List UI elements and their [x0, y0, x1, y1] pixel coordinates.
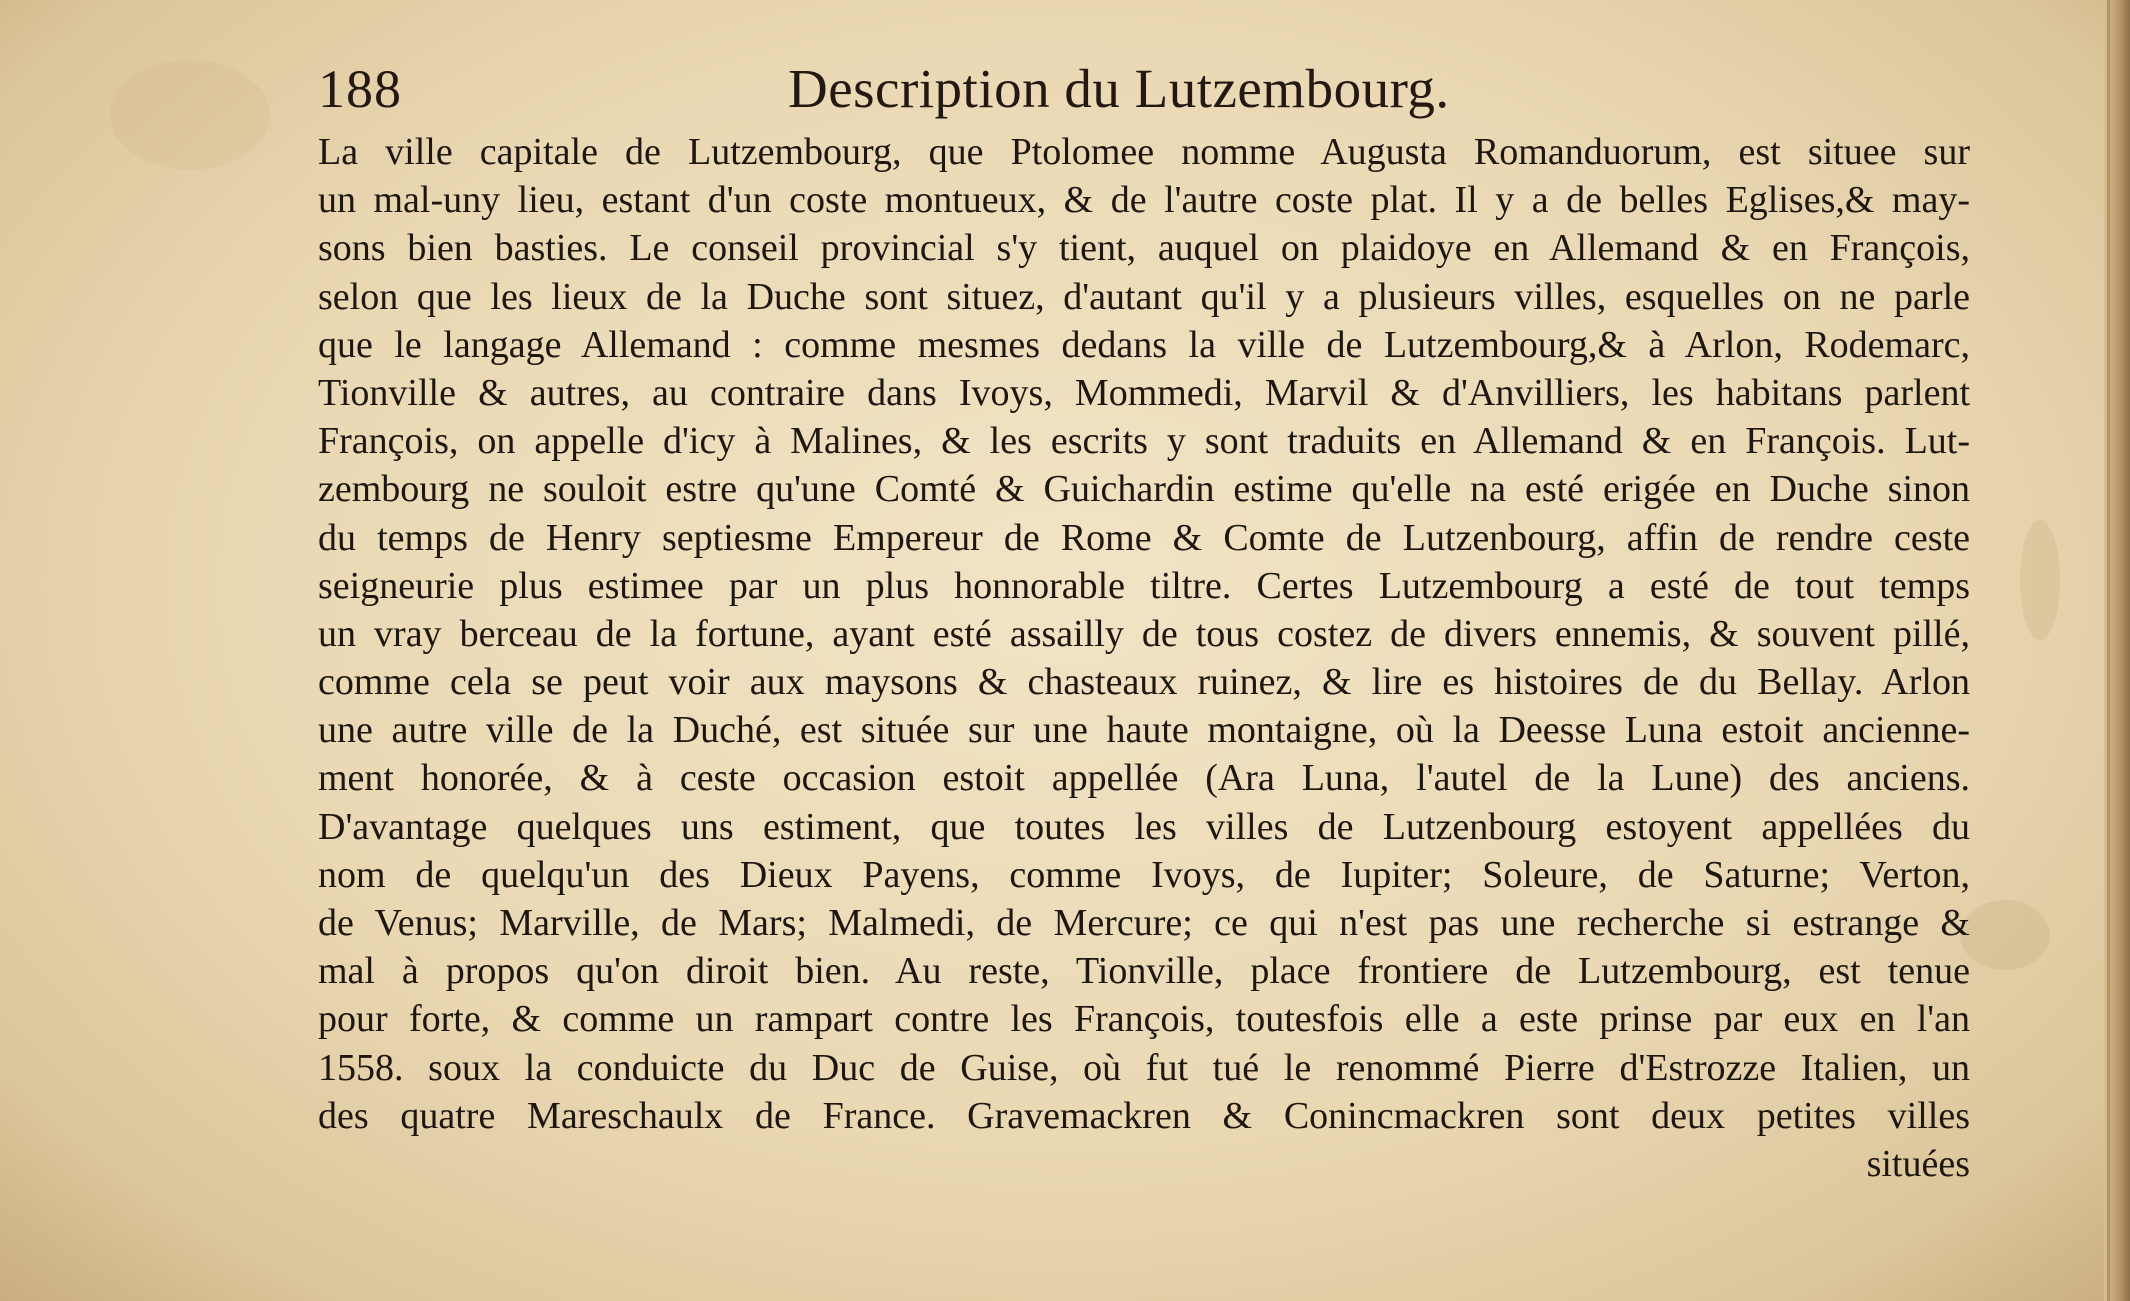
body-text — [318, 128, 1970, 1188]
page-number: 188 — [318, 59, 402, 119]
catchword: situées — [1866, 1142, 1970, 1185]
text-line: La ville capitale de Lutzembourg, que Ptolomee nomme Augusta Romanduorum, est situee sur — [318, 131, 1970, 173]
text-line: sons bien basties. Le conseil provincial s'y tient, auquel on plaidoye en Allemand & en François, — [318, 227, 1970, 270]
text-line: comme cela se peut voir aux maysons & chasteaux ruinez, & lire es histoires de du Bellay. Arlon — [318, 661, 1970, 704]
text-line: François, on appelle d'icy à Malines, & les escrits y sont traduits en Allemand & en François. Lut- — [318, 420, 1970, 463]
text-line: de Venus; Marville, de Mars; Malmedi, de Mercure; ce qui n'est pas une recherche si estrange & — [318, 902, 1970, 944]
page-edge-line — [2107, 0, 2110, 1301]
text-line: pour forte, & comme un rampart contre les François, toutesfois elle a este prinse par eux en l'an — [318, 998, 1970, 1041]
paper-stain — [110, 60, 270, 170]
text-line: que le langage Allemand : comme mesmes dedans la ville de Lutzembourg,& à Arlon, Rodemarc, — [318, 323, 1970, 366]
text-line: selon que les lieux de la Duche sont situez, d'autant qu'il y a plusieurs villes, esquelles on ne parle — [318, 275, 1970, 318]
text-line: nom de quelqu'un des Dieux Payens, comme Ivoys, de Iupiter; Soleure, de Saturne; Verton, — [318, 853, 1970, 896]
text-line: un mal-uny lieu, estant d'un coste montueux, & de l'autre coste plat. Il y a de belles Eglises,& may- — [318, 179, 1970, 222]
text-line: des quatre Mareschaulx de France. Gravemackren & Conincmackren sont deux petites villes — [318, 1094, 1970, 1137]
text-line: du temps de Henry septiesme Empereur de Rome & Comte de Lutzenbourg, affin de rendre ceste — [318, 516, 1970, 559]
text-line: ment honorée, & à ceste occasion estoit appellée (Ara Luna, l'autel de la Lune) des anciens. — [318, 757, 1970, 800]
text-line: Tionville & autres, au contraire dans Ivoys, Mommedi, Marvil & d'Anvilliers, les habitans parlent — [318, 371, 1970, 414]
text-line: D'avantage quelques uns estiment, que toutes les villes de Lutzenbourg estoyent appellées du — [318, 805, 1970, 848]
paper-stain — [2020, 520, 2060, 640]
text-line: un vray berceau de la fortune, ayant esté assailly de tous costez de divers ennemis, & souvent pillé, — [318, 612, 1970, 655]
paper-stain — [1960, 900, 2050, 970]
page-header — [318, 54, 1990, 124]
text-line: 1558. soux la conduicte du Duc de Guise, où fut tué le renommé Pierre d'Estrozze Italien, un — [318, 1046, 1970, 1089]
text-line: mal à propos qu'on diroit bien. Au reste, Tionville, place frontiere de Lutzembourg, est tenue — [318, 950, 1970, 993]
text-line: une autre ville de la Duché, est située sur une haute montaigne, où la Deesse Luna estoit ancienne- — [318, 709, 1970, 752]
running-title: Description du Lutzembourg. — [788, 58, 1450, 119]
text-line: seigneurie plus estimee par un plus honnorable tiltre. Certes Lutzembourg a esté de tout temps — [318, 564, 1970, 607]
text-line: zembourg ne souloit estre qu'une Comté & Guichardin estime qu'elle na esté erigée en Duche sinon — [318, 468, 1970, 511]
